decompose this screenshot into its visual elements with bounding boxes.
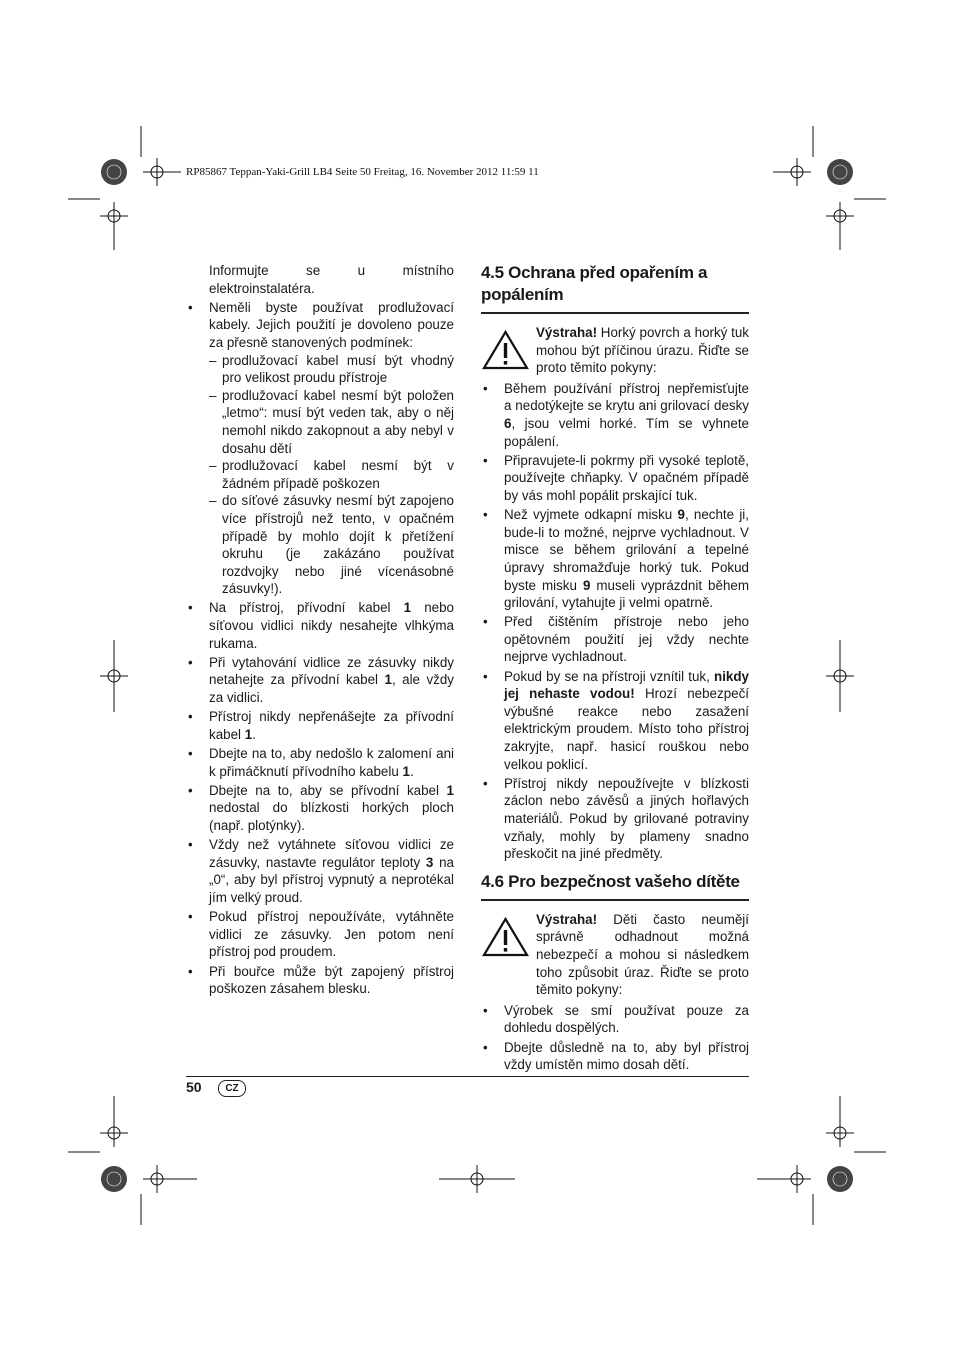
sub-item: – prodlužovací kabel nesmí být v žádném případě poškozen — [209, 457, 454, 492]
warning-triangle-icon — [482, 330, 529, 370]
sub-item: – prodlužovací kabel nesmí být položen „letmo“: musí být veden tak, aby o něj nemohl nikdo zakopnout a aby nebyl v dosahu dětí — [209, 387, 454, 457]
left-column — [186, 262, 454, 999]
list-item: • Přístroj nikdy nepoužívejte v blízkosti záclon nebo závěsů a jiných hořlavých materiálů. Pokud by grilované potraviny vzňaly, mohly by plameny snadno přeskočit na jiné předměty. — [481, 775, 749, 863]
list-item: • Pokud přístroj nepoužíváte, vytáhněte vidlici ze zásuvky. Jen potom není přístroj pod proudem. — [186, 908, 454, 961]
list-item: • Dbejte na to, aby nedošlo k zalomení ani k přimáčknutí přívodního kabelu 1. — [186, 745, 454, 780]
warning-text: Výstraha! Horký povrch a horký tuk mohou být příčinou úrazu. Řiďte se proto těmito pokyny: — [536, 325, 749, 376]
child-safety-list — [481, 1002, 749, 1074]
warning-box — [481, 324, 749, 377]
intro-text: Informujte se u místního elektroinstalatéra. — [209, 263, 454, 296]
language-badge: CZ — [218, 1080, 246, 1097]
page-number: 50 — [186, 1079, 202, 1095]
list-item: • Během používání přístroj nepřemisťujte a nedotýkejte se krytu ani grilovací desky 6, jsou velmi horké. Tím se vyhnete popálení. — [481, 380, 749, 450]
warning-text: Výstraha! Děti často neumějí správně odhadnout možná nebezpečí a mohou si následkem toho způsobit úraz. Řiďte se proto těmito pokyny: — [536, 911, 749, 998]
list-item: • Vždy než vytáhnete síťovou vidlici ze zásuvky, nastavte regulátor teploty 3 na „0“, aby byl přístroj vypnutý a neprotékal jím velký proud. — [186, 836, 454, 906]
sub-item: – do síťové zásuvky nesmí být zapojeno více přístrojů než tento, v opačném případě by mohlo dojít k přetížení okruhu (je zakázáno používat rozdvojky nebo jiné vícenásobné zásuvky!). — [209, 492, 454, 598]
list-item: • Dbejte důsledně na to, aby byl přístroj vždy umístěn mimo dosah dětí. — [481, 1039, 749, 1074]
print-slug: RP85867 Teppan-Yaki-Grill LB4 Seite 50 Freitag, 16. November 2012 11:59 11 — [186, 166, 539, 178]
heading-rule — [481, 899, 749, 901]
list-item: • Při bouřce může být zapojený přístroj poškozen zásahem blesku. — [186, 963, 454, 998]
list-item: • Přístroj nikdy nepřenášejte za přívodní kabel 1. — [186, 708, 454, 743]
list-item: • Připravujete-li pokrmy při vysoké teplotě, používejte chňapky. V opačném případě by vás mohl popálit prskající tuk. — [481, 452, 749, 505]
section-heading-4-5: 4.5 Ochrana před opařením a popálením — [481, 263, 708, 304]
warning-triangle-icon — [482, 917, 529, 957]
list-item: • Na přístroj, přívodní kabel 1 nebo síťovou vidlici nikdy nesahejte vlhkýma rukama. — [186, 599, 454, 652]
warning-box — [481, 911, 749, 999]
list-item: • Dbejte na to, aby se přívodní kabel 1 nedostal do blízkosti horkých ploch (např. plotýnky). — [186, 782, 454, 835]
heading-rule — [481, 312, 749, 314]
list-item: • Výrobek se smí používat pouze za dohledu dospělých. — [481, 1002, 749, 1037]
list-item: • Při vytahování vidlice ze zásuvky nikdy netahejte za přívodní kabel 1, ale vždy za vidlici. — [186, 654, 454, 707]
list-item: • Pokud by se na přístroji vznítil tuk, nikdy jej nehaste vodou! Hrozí nebezpečí výbušné reakce nebo zasažení elektrickým proudem. Místo toho přístroj zakryjte, např. hasicí rouškou nebo velkou poklicí. — [481, 668, 749, 774]
burn-safety-list — [481, 380, 749, 863]
section-heading-4-6: 4.6 Pro bezpečnost vašeho dítěte — [481, 871, 740, 891]
right-column — [481, 262, 749, 1075]
list-item: • Před čištěním přístroje nebo jeho opětovném použití jej vždy nechte nejprve vychladnout. — [481, 613, 749, 666]
sub-item: – prodlužovací kabel musí být vhodný pro velikost proudu přístroje — [209, 352, 454, 387]
list-item: • Než vyjmete odkapní misku 9, nechte ji, bude-li to možné, nejprve vychladnout. V misce se během grilování a tepelné úpravy shromažďuje horký tuk. Pokud byste misku 9 museli vyprázdnit během grilování, vytahujte ji velmi opatrně. — [481, 506, 749, 612]
footer-rule — [186, 1076, 749, 1077]
safety-list — [186, 299, 454, 998]
sub-list — [209, 352, 454, 598]
list-item: • Neměli byste používat prodlužovací kabely. Jejich použití je dovoleno pouze za přesně stanovených podmínek: – prodlužovací kabel musí být vhodný pro velikost proudu přístroje – prodlužovací kabel nesmí být položen „letmo“: musí být veden tak, aby o něj nemohl nikdo zakopnout a aby nebyl v dosahu dětí – prodlužovací kabel nesmí být v žádném případě poškozen – do síťové zásuvky nesmí být zapojeno více přístrojů než tento, v opačném případě by mohlo dojít k přetížení okruhu (je zakázáno používat rozdvojky nebo jiné vícenásobné zásuvky!). — [186, 299, 454, 598]
